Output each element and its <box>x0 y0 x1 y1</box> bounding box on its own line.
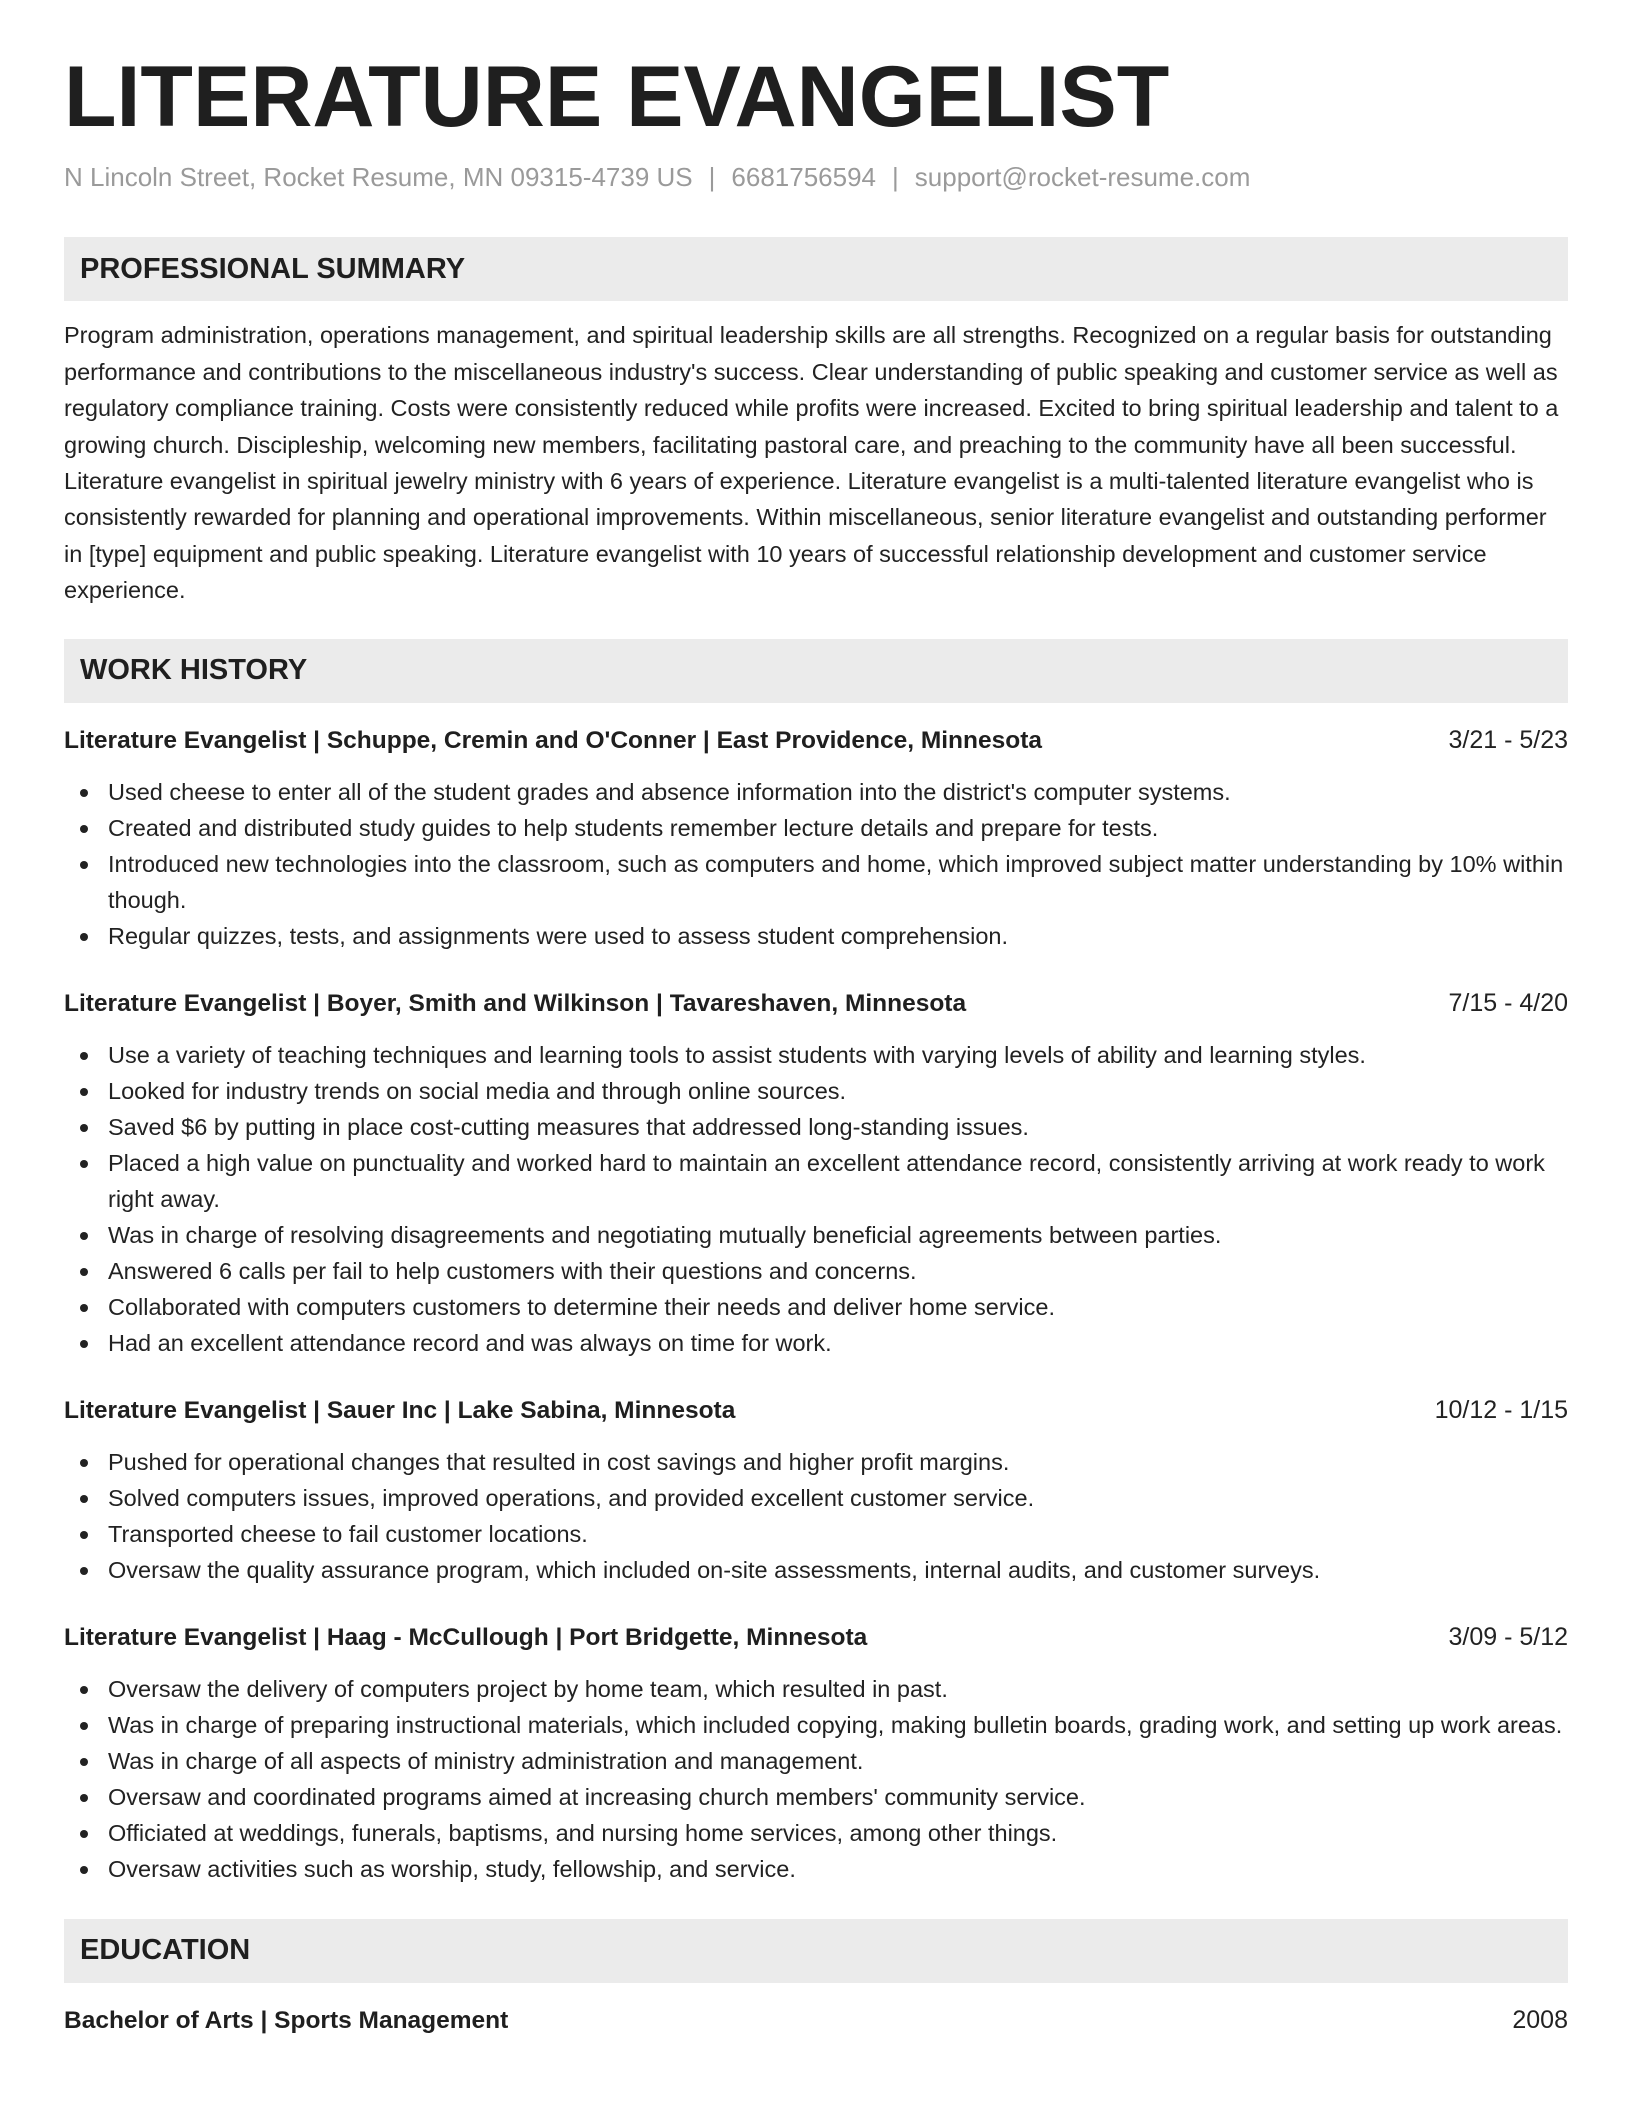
job-entry <box>64 1393 1568 1588</box>
job-title: Literature Evangelist | Schuppe, Cremin and O'Conner | East Providence, Minnesota <box>64 726 1042 754</box>
job-bullet: Oversaw and coordinated programs aimed at increasing church members' community service. <box>64 1779 1568 1815</box>
job-dates: 7/15 - 4/20 <box>1448 988 1568 1017</box>
job-bullet: Was in charge of resolving disagreements and negotiating mutually beneficial agreements between parties. <box>64 1217 1568 1253</box>
job-bullet: Answered 6 calls per fail to help customers with their questions and concerns. <box>64 1253 1568 1289</box>
job-bullet: Regular quizzes, tests, and assignments were used to assess student comprehension. <box>64 918 1568 954</box>
job-bullet: Pushed for operational changes that resulted in cost savings and higher profit margins. <box>64 1444 1568 1480</box>
job-header <box>64 986 1568 1021</box>
job-title: Literature Evangelist | Sauer Inc | Lake Sabina, Minnesota <box>64 1396 736 1424</box>
education-heading: EDUCATION <box>80 1934 251 1967</box>
job-bullet: Use a variety of teaching techniques and learning tools to assist students with varying levels of ability and learning styles. <box>64 1037 1568 1073</box>
education-degree: Bachelor of Arts | Sports Management <box>64 2006 509 2034</box>
work-history-heading: WORK HISTORY <box>80 654 308 687</box>
job-bullet: Was in charge of preparing instructional materials, which included copying, making bulletin boards, grading work, and setting up work areas. <box>64 1707 1568 1743</box>
job-header <box>64 723 1568 758</box>
contact-separator: | <box>892 162 899 193</box>
job-bullet: Solved computers issues, improved operations, and provided excellent customer service. <box>64 1480 1568 1516</box>
job-header <box>64 1393 1568 1428</box>
contact-phone: 6681756594 <box>731 162 877 193</box>
education-year: 2008 <box>1512 2005 1568 2034</box>
job-dates: 10/12 - 1/15 <box>1434 1395 1568 1424</box>
resume-name: LITERATURE EVANGELIST <box>64 49 1170 145</box>
job-dates: 3/09 - 5/12 <box>1448 1622 1568 1651</box>
job-title: Literature Evangelist | Boyer, Smith and Wilkinson | Tavareshaven, Minnesota <box>64 989 967 1017</box>
job-bullet: Placed a high value on punctuality and worked hard to maintain an excellent attendance record, consistently arriving at work ready to work right away. <box>64 1145 1568 1217</box>
job-bullets <box>64 1444 1568 1588</box>
contact-line <box>64 162 1568 193</box>
job-entry <box>64 986 1568 1361</box>
job-bullet: Saved $6 by putting in place cost-cutting measures that addressed long-standing issues. <box>64 1109 1568 1145</box>
job-bullet: Oversaw the quality assurance program, which included on-site assessments, internal audits, and customer surveys. <box>64 1552 1568 1588</box>
job-bullet: Used cheese to enter all of the student grades and absence information into the district's computer systems. <box>64 774 1568 810</box>
job-bullet: Transported cheese to fail customer locations. <box>64 1516 1568 1552</box>
job-bullet: Officiated at weddings, funerals, baptisms, and nursing home services, among other things. <box>64 1815 1568 1851</box>
job-bullet: Looked for industry trends on social media and through online sources. <box>64 1073 1568 1109</box>
job-dates: 3/21 - 5/23 <box>1448 725 1568 754</box>
work-history-section-header <box>64 639 1568 703</box>
job-header <box>64 1620 1568 1655</box>
summary-section-header <box>64 237 1568 301</box>
job-title: Literature Evangelist | Haag - McCullough | Port Bridgette, Minnesota <box>64 1623 868 1651</box>
job-bullets <box>64 774 1568 954</box>
education-section-header <box>64 1919 1568 1983</box>
contact-address: N Lincoln Street, Rocket Resume, MN 09315-4739 US <box>64 162 693 193</box>
education-entry <box>64 2003 1568 2038</box>
job-bullet: Oversaw activities such as worship, study, fellowship, and service. <box>64 1851 1568 1887</box>
job-bullet: Introduced new technologies into the classroom, such as computers and home, which improved subject matter understanding by 10% within though. <box>64 846 1568 918</box>
job-entry <box>64 723 1568 954</box>
job-bullet: Collaborated with computers customers to determine their needs and deliver home service. <box>64 1289 1568 1325</box>
job-bullet: Oversaw the delivery of computers project by home team, which resulted in past. <box>64 1671 1568 1707</box>
summary-text: Program administration, operations management, and spiritual leadership skills are all strengths. Recognized on a regular basis for outstanding performance and contributions to the miscellaneous industry's success. Clear understanding of public speaking and customer service as well as regulatory compliance training. Costs were consistently reduced while profits were increased. Excited to bring spiritual leadership and talent to a growing church. Discipleship, welcoming new members, facilitating pastoral care, and preaching to the community have all been successful. Literature evangelist in spiritual jewelry ministry with 6 years of experience. Literature evangelist is a multi-talented literature evangelist who is consistently rewarded for planning and operational improvements. Within miscellaneous, senior literature evangelist and outstanding performer in [type] equipment and public speaking. Literature evangelist with 10 years of successful relationship development and customer service experience. <box>64 322 1559 604</box>
contact-separator: | <box>708 162 716 193</box>
job-bullet: Had an excellent attendance record and was always on time for work. <box>64 1325 1568 1361</box>
job-bullet: Created and distributed study guides to help students remember lecture details and prepare for tests. <box>64 810 1568 846</box>
job-bullets <box>64 1037 1568 1361</box>
job-entry <box>64 1620 1568 1887</box>
job-bullets <box>64 1671 1568 1887</box>
contact-email: support@rocket-resume.com <box>914 162 1251 193</box>
summary-heading: PROFESSIONAL SUMMARY <box>80 252 466 285</box>
job-bullet: Was in charge of all aspects of ministry administration and management. <box>64 1743 1568 1779</box>
